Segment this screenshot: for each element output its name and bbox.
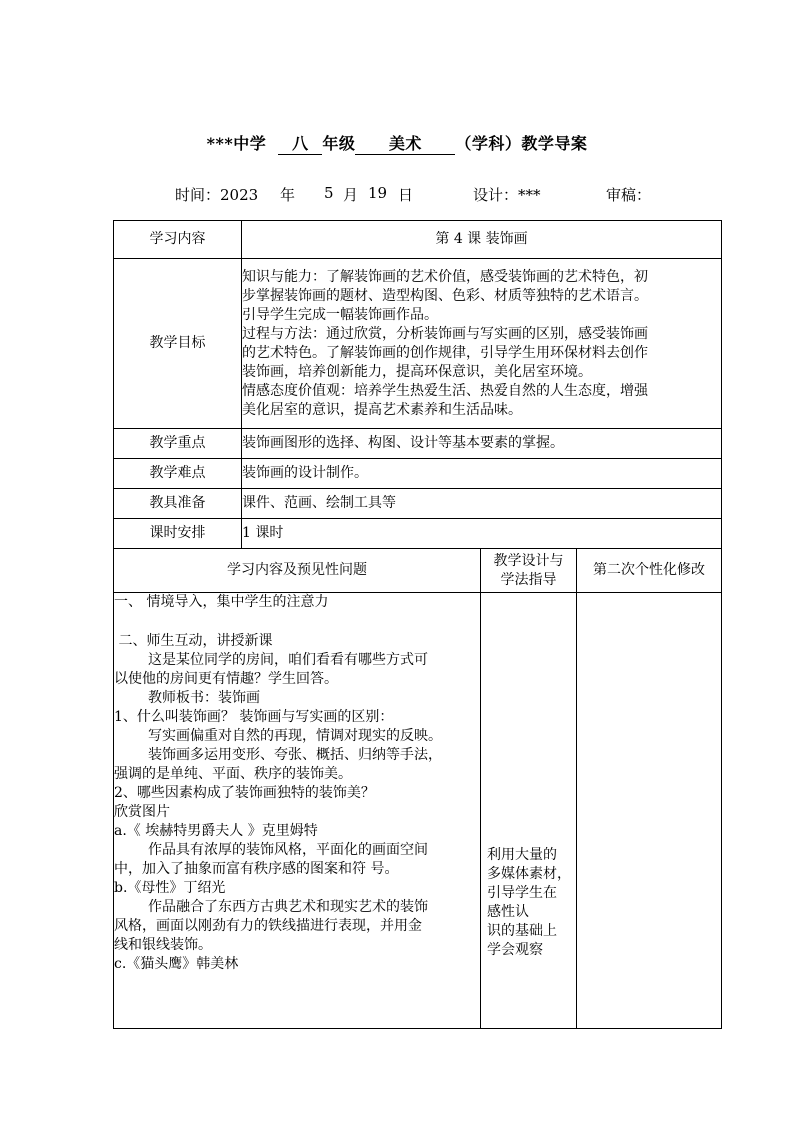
- guide-line: 学会观察: [487, 942, 543, 958]
- reviewer: 审稿：: [606, 186, 652, 204]
- artwork-description: 风格，画面以刚劲有力的铁线描进行表现，并用金: [114, 918, 422, 934]
- schedule-value: 1 课时: [242, 519, 722, 549]
- difficulties-label: 教学难点: [114, 459, 242, 489]
- month-char: 月: [343, 186, 359, 204]
- schedule-label: 课时安排: [114, 519, 242, 549]
- day-value: 19: [368, 184, 388, 202]
- content-label: 学习内容: [114, 221, 242, 259]
- guide-line: 识的基础上: [487, 923, 557, 939]
- artwork-title: c.《猫头鹰》韩美林: [114, 956, 239, 972]
- col-header-content: 学习内容及预见性问题: [114, 549, 481, 593]
- month-value: 5: [324, 184, 334, 202]
- goals-line: 情感态度价值观：培养学生热爱生活、热爱自然的人生态度，增强: [242, 382, 648, 399]
- col-header-guide-line2: 学法指导: [500, 571, 557, 588]
- artwork-description: 作品具有浓厚的装饰风格，平面化的画面空间: [148, 842, 428, 858]
- lesson-paragraph: 装饰画多运用变形、夸张、概括、归纳等手法，: [148, 747, 442, 763]
- lesson-paragraph: 以使他的房间更有情趣？学生回答。: [114, 671, 338, 687]
- key-points-value: 装饰画图形的选择、构图、设计等基本要素的掌握。: [242, 429, 722, 459]
- guide-line: 感性认: [487, 904, 529, 920]
- grade-value: 八: [278, 134, 322, 155]
- goals-line: 过程与方法：通过欣赏，分析装饰画与写实画的区别，感受装饰画: [242, 325, 648, 342]
- page-title: [0, 131, 794, 155]
- year-char: 年: [280, 186, 296, 204]
- artwork-description: 中，加入了抽象而富有秩序感的图案和符 号。: [114, 861, 399, 877]
- goals-line: 美化居室的意识，提高艺术素养和生活品味。: [242, 401, 522, 418]
- goals-line: 引导学生完成一幅装饰画作品。: [242, 306, 438, 323]
- designer: 设计：***: [473, 186, 541, 204]
- difficulties-value: 装饰画的设计制作。: [242, 459, 722, 489]
- guide-line: 多媒体素材，: [487, 866, 571, 882]
- materials-value: 课件、范画、绘制工具等: [242, 489, 722, 519]
- row-goals: [114, 259, 722, 429]
- goals-line: 的艺术特色。了解装饰画的创作规律，引导学生用环保材料去创作: [242, 344, 648, 361]
- lesson-paragraph: 写实画偏重对自然的再现，情调对现实的反映。: [148, 728, 442, 744]
- question-2: 2、哪些因素构成了装饰画独特的装饰美？: [114, 785, 375, 801]
- lesson-paragraph: 这是某位同学的房间，咱们看看有哪些方式可: [148, 652, 428, 668]
- row-key-points: [114, 429, 722, 459]
- guide-line: 利用大量的: [487, 847, 557, 863]
- subject-value: 美术: [355, 134, 455, 155]
- goals-line: 步掌握装饰画的题材、造型构图、色彩、材质等独特的艺术语言。: [242, 287, 648, 304]
- row-content: [114, 221, 722, 259]
- lesson-body-row: [114, 593, 722, 1029]
- revision-cell: [577, 593, 722, 1029]
- key-points-label: 教学重点: [114, 429, 242, 459]
- lesson-content: [114, 593, 481, 1029]
- row-schedule: [114, 519, 722, 549]
- row-materials: [114, 489, 722, 519]
- artwork-title: b.《母性》丁绍光: [114, 880, 226, 896]
- day-char: 日: [398, 186, 414, 204]
- school-name: ***中学: [206, 134, 267, 153]
- artwork-description: 线和银线装饰。: [114, 937, 212, 953]
- lesson-paragraph: 欣赏图片: [114, 804, 170, 820]
- title-suffix: （学科）教学导案: [455, 134, 588, 153]
- artwork-description: 作品融合了东西方古典艺术和现实艺术的装饰: [148, 899, 428, 915]
- row-difficulties: [114, 459, 722, 489]
- lesson-plan-table: [113, 220, 722, 1029]
- lesson-paragraph: 强调的是单纯、平面、秩序的装饰美。: [114, 766, 352, 782]
- goals-label: 教学目标: [114, 259, 242, 429]
- col-header-guide: [481, 549, 577, 593]
- goals-line: 装饰画，培养创新能力，提高环保意识，美化居室环境。: [242, 363, 592, 380]
- materials-label: 教具准备: [114, 489, 242, 519]
- content-value: 第 4 课 装饰画: [242, 221, 722, 259]
- guide-line: 引导学生在: [487, 885, 557, 901]
- goals-line: 知识与能力：了解装饰画的艺术价值，感受装饰画的艺术特色，初: [242, 268, 648, 285]
- goals-value: [242, 259, 722, 429]
- column-header-row: [114, 549, 722, 593]
- teaching-guide: [481, 593, 577, 1029]
- col-header-revision: 第二次个性化修改: [577, 549, 722, 593]
- board-note: 教师板书：装饰画: [148, 690, 260, 706]
- section-2-heading: 二、师生互动，讲授新课: [114, 633, 273, 649]
- time-label: 时间：2023: [175, 186, 259, 204]
- section-1-heading: 一、 情境导入，集中学生的注意力: [114, 594, 329, 610]
- artwork-title: a.《 埃赫特男爵夫人 》克里姆特: [114, 823, 318, 839]
- col-header-guide-line1: 教学设计与: [493, 552, 564, 569]
- grade-suffix: 年级: [322, 134, 356, 153]
- question-1: 1、什么叫装饰画？ 装饰画与写实画的区别：: [114, 709, 394, 725]
